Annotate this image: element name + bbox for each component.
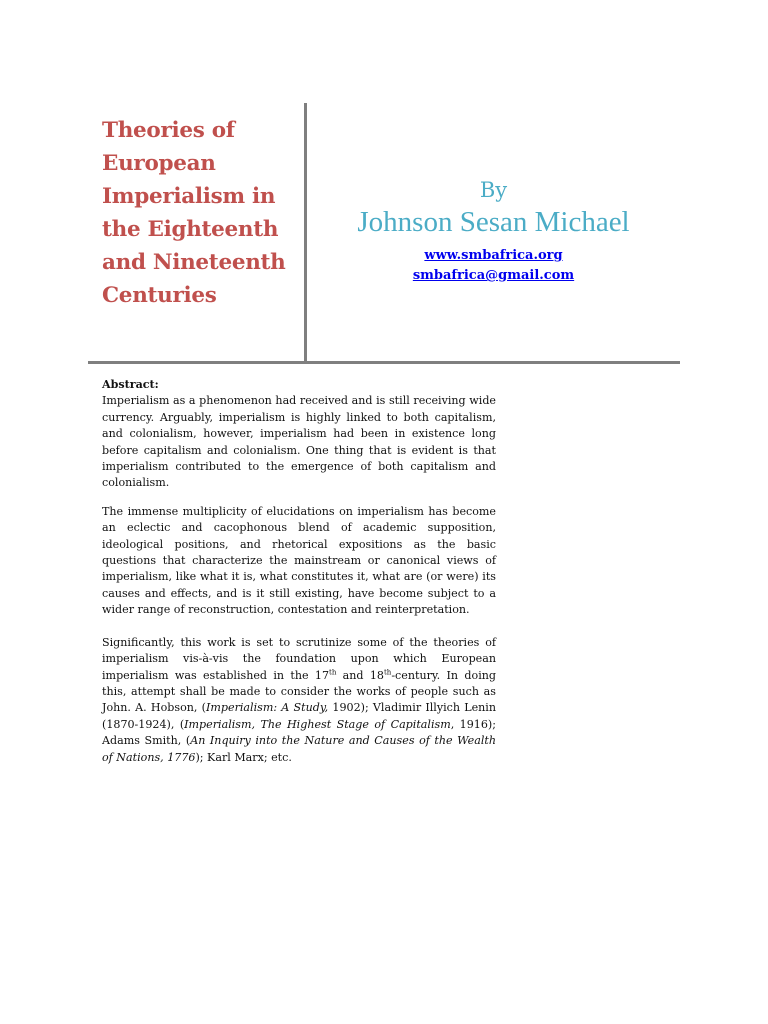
title-line: Imperialism in (102, 184, 276, 209)
title-line: and Nineteenth (102, 250, 286, 275)
email-link[interactable]: smbafrica@gmail.com (412, 268, 575, 283)
website-link[interactable]: www.smbafrica.org (424, 248, 563, 263)
abstract-paragraph-1: Imperialism as a phenomenon had received and is still receiving wide currency. Arguably, imperialism is highly linked to both capitalism, and colonialism, however, imperialism had been in existence long before capitalism and colonialism. One thing that is evident is that imperialism contributed to the emergence of both capitalism and colonialism. (102, 394, 496, 490)
title-line: Centuries (102, 283, 217, 308)
title-line: the Eighteenth (102, 217, 279, 242)
abstract-paragraph-3: Significantly, this work is set to scrutinize some of the theories of imperialism vis-à-vis the foundation upon which European imperialism was established in the 17th and 18th-century. In doing this, attempt shall be made to consider the works of people such as John. A. Hobson, (Imperialism: A Study, 1902); Vladimir Illyich Lenin (1870-1924), (Imperialism, The Highest Stage of Capitalism, 1916); Adams Smith, (An Inquiry into the Nature and Causes of the Wealth of Nations, 1776); Karl Marx; etc. (102, 635, 496, 764)
document-title (102, 114, 297, 312)
author-name: Johnson Sesan Michael (357, 206, 630, 238)
title-line: European (102, 151, 216, 176)
abstract-heading: Abstract: (102, 378, 159, 391)
title-line: Theories of (102, 118, 235, 143)
horizontal-divider (88, 361, 680, 364)
by-label: By (479, 178, 508, 202)
abstract-paragraph-2: The immense multiplicity of elucidations on imperialism has become an eclectic and cacophonous blend of academic supposition, ideological positions, and rhetorical expositions as the basic questions that characterize the mainstream or canonical views of imperialism, like what it is, what constitutes it, what are (or were) its causes and effects, and is it still existing, have become subject to a wider range of reconstruction, contestation and reinterpretation. (102, 504, 496, 617)
abstract-section (102, 377, 496, 766)
